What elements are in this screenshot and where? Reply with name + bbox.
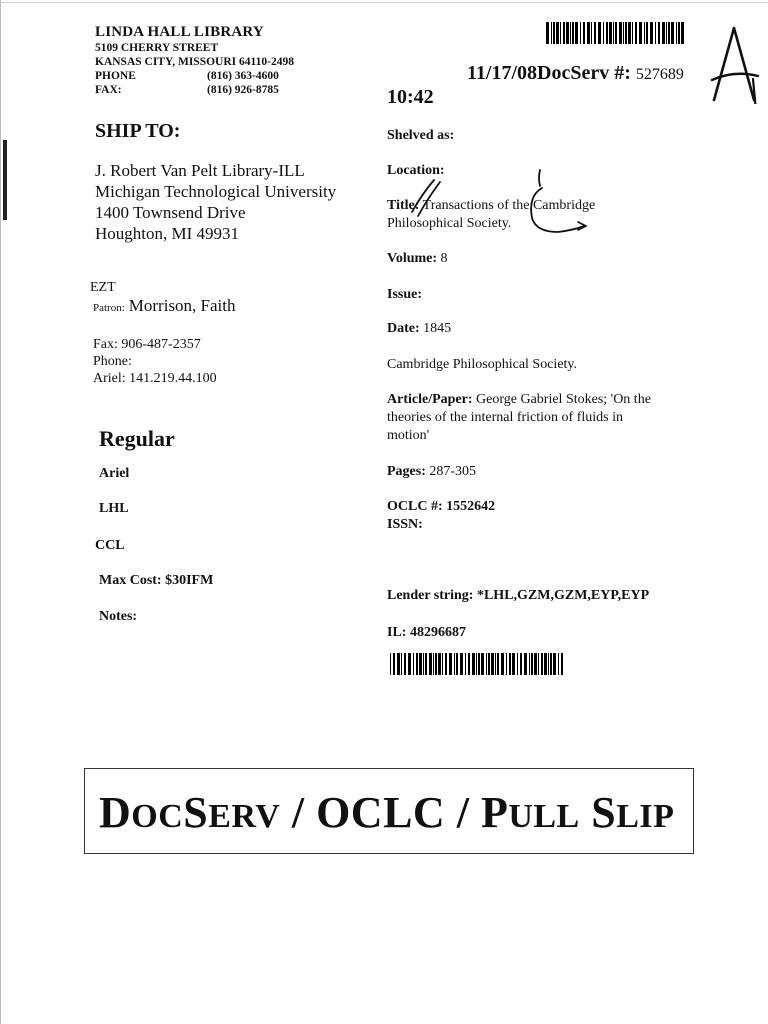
barcode-bar [658,22,660,44]
barcode-bar [449,653,452,675]
oclc-value: 1552642 [446,499,496,514]
patron-label: Patron: [93,302,125,314]
shelved-as-row [387,127,454,145]
barcode-bar [512,653,515,675]
pages-row [387,463,476,481]
barcode-bar [650,22,653,44]
barcode-bar [551,22,552,44]
banner-d: D [99,788,132,837]
barcode-bar [465,653,466,675]
barcode-bar [681,22,684,44]
barcode-bar [491,653,494,675]
banner-title [99,787,674,838]
barcode-bar [628,22,631,44]
barcode-bar [408,653,411,675]
barcode-bar [644,22,645,44]
il-label: IL: [387,625,407,640]
service-level: Regular [99,426,175,451]
barcode-bar [460,653,463,675]
barcode-bar [497,653,499,675]
barcode-bar [390,653,391,675]
barcode-bar [580,22,581,44]
banner-s: S [183,788,209,837]
title-label: Title: [387,198,420,213]
issn-row [387,516,423,534]
barcode-bar [472,653,475,675]
library-phone-row [95,69,365,83]
barcode-bar [550,653,552,675]
barcode-bar [476,653,477,675]
issn-label: ISSN: [387,517,423,532]
ccl-label: CCL [95,538,125,553]
barcode-bar [678,22,680,44]
barcode-bar [561,653,563,675]
library-fax-row [95,83,365,97]
location-label: Location: [387,163,445,178]
request-time: 10:42 [387,86,434,108]
pages-label: Pages: [387,464,426,479]
barcode-bar [625,22,627,44]
patron-fax: Fax: 906-487-2357 [93,337,201,352]
il-value: 48296687 [409,625,466,640]
barcode-bar [404,653,406,675]
barcode-bar [531,653,533,675]
barcode-bar [566,22,569,44]
barcode-bar [445,653,447,675]
volume-row [387,250,448,268]
banner-space [580,788,592,837]
barcode-bar [524,653,527,675]
barcode-bar [646,22,648,44]
date-row [387,320,451,338]
barcode-bar [397,653,400,675]
scan-edge-mark [3,140,7,220]
letterhead [95,24,365,97]
barcode-bar [583,22,585,44]
barcode-bar [587,22,590,44]
barcode-bar [606,22,608,44]
banner-erv: ERV [208,798,281,835]
volume-label: Volume: [387,251,438,266]
barcode-bar [603,22,604,44]
patron-name: Morrison, Faith [128,296,236,315]
address-line: 1400 Townsend Drive [95,203,246,222]
barcode-bar [632,22,633,44]
docserv-number: 527689 [635,66,684,83]
volume-value: 8 [440,251,448,266]
max-cost-value: $30IFM [165,573,214,588]
barcode-bar [495,653,496,675]
lhl-label: LHL [99,501,129,516]
banner-ull: ULL [508,798,580,835]
barcode-bar [676,22,677,44]
barcode-bar [423,653,424,675]
barcode-bar [662,22,665,44]
barcode-bar [546,22,549,44]
title-value-line2: Philosophical Society. [387,216,512,231]
barcode-bar [544,653,547,675]
banner-p: P [480,788,509,837]
title-value: Transactions of the Cambridge [422,198,596,213]
article-value-line2: theories of the internal friction of fluids in [387,410,623,425]
barcode-bar [425,653,427,675]
banner-oc: OC [131,798,184,835]
lender-row [387,587,649,605]
date-label: Date: [387,321,420,336]
scan-edge-line [0,0,1,1024]
barcode-bar [468,653,470,675]
barcode-bar [454,653,455,675]
banner-separator: / OCLC / [280,788,481,837]
barcode-bar [429,653,432,675]
scan-top-line [0,2,768,3]
pull-slip-banner [84,768,694,854]
max-cost-row [99,573,213,589]
handwritten-letter-a-mark [708,24,760,104]
issue-label: Issue: [387,287,423,302]
patron-phone: Phone: [93,354,132,369]
barcode-bar [635,22,637,44]
barcode-bar [666,22,667,44]
lender-value: *LHL,GZM,GZM,EYP,EYP [476,588,650,603]
phone-value: (816) 363-4600 [207,70,279,82]
handwritten-bracket-mark [408,168,598,248]
fax-label: FAX: [95,84,122,96]
barcode-bar [393,653,395,675]
barcode-bar [520,653,522,675]
barcode-bar [534,653,537,675]
patron-code: EZT [90,280,116,295]
patron-ariel: Ariel: 141.219.44.100 [93,371,217,386]
barcode-bar [671,22,674,44]
library-name: LINDA HALL LIBRARY [95,24,264,40]
barcode-bar [598,22,601,44]
oclc-label: OCLC #: [387,499,443,514]
barcode-bar [615,22,617,44]
barcode-bar [556,22,559,44]
fax-value: (816) 926-8785 [207,84,279,96]
barcode-bar [481,653,484,675]
il-row [387,624,466,642]
ship-to-address [95,160,336,244]
barcode-bar [548,653,549,675]
barcode-bar [509,653,511,675]
barcode-bar [438,653,441,675]
barcode-bar [609,22,612,44]
barcode-bar [401,653,402,675]
patron-row [93,296,236,316]
barcode-bar [639,22,642,44]
barcode-bar [570,22,571,44]
barcode-bar [456,653,458,675]
barcode-bar [560,22,561,44]
max-cost-label: Max Cost: [99,573,162,588]
address-line: Houghton, MI 49931 [95,224,240,243]
barcode-bar [575,22,578,44]
barcode-bar [529,653,530,675]
article-value-line3: motion' [387,428,430,443]
barcode-bar [433,653,434,675]
address-line: Michigan Technological University [95,182,337,201]
barcode-bar [553,22,555,44]
patron-contact [93,336,217,387]
publisher-row [387,356,577,374]
date-docserv-label: 11/17/08DocServ #: [467,62,631,84]
pages-value: 287-305 [429,464,477,479]
barcode-bar [563,22,565,44]
barcode-bar [413,653,414,675]
barcode-bar [486,653,487,675]
barcode-bar [613,22,614,44]
barcode-bar [478,653,480,675]
article-value: George Gabriel Stokes; 'On the [476,392,651,407]
barcode-bar [506,653,507,675]
barcode-bar [538,653,539,675]
banner-lip: LIP [616,798,675,835]
delivery-method: Ariel [99,466,130,481]
barcode-bar [594,22,596,44]
barcode-bar [416,653,418,675]
barcode-bar [517,653,518,675]
library-street: 5109 CHERRY STREET [95,42,219,54]
barcode-bar [488,653,490,675]
barcode-bar [655,22,656,44]
date-docserv-line [467,62,684,85]
lender-label: Lender string: [387,588,474,603]
ship-to-heading: SHIP TO: [95,120,181,142]
barcode-bar [442,653,443,675]
article-row [387,391,697,445]
barcode-bar [572,22,574,44]
publisher-value: Cambridge Philosophical Society. [387,357,578,372]
phone-label: PHONE [95,70,136,82]
oclc-row [387,498,495,516]
barcode-bar [619,22,622,44]
article-label: Article/Paper: [387,392,473,407]
barcode-bar [623,22,624,44]
barcode-bar [541,653,543,675]
issue-row [387,286,422,304]
notes-label: Notes: [99,609,138,624]
barcode-bar [419,653,422,675]
shelved-as-label: Shelved as: [387,128,455,143]
library-city: KANSAS CITY, MISSOURI 64110-2498 [95,56,294,68]
barcode-bar [501,653,504,675]
barcode-bar [558,653,559,675]
barcode-bar [591,22,592,44]
top-barcode [546,22,686,44]
banner-s2: S [591,788,617,837]
il-barcode [390,653,566,675]
barcode-bar [668,22,670,44]
barcode-bar [435,653,437,675]
address-line: J. Robert Van Pelt Library-ILL [95,161,305,180]
barcode-bar [553,653,556,675]
date-value: 1845 [423,321,452,336]
